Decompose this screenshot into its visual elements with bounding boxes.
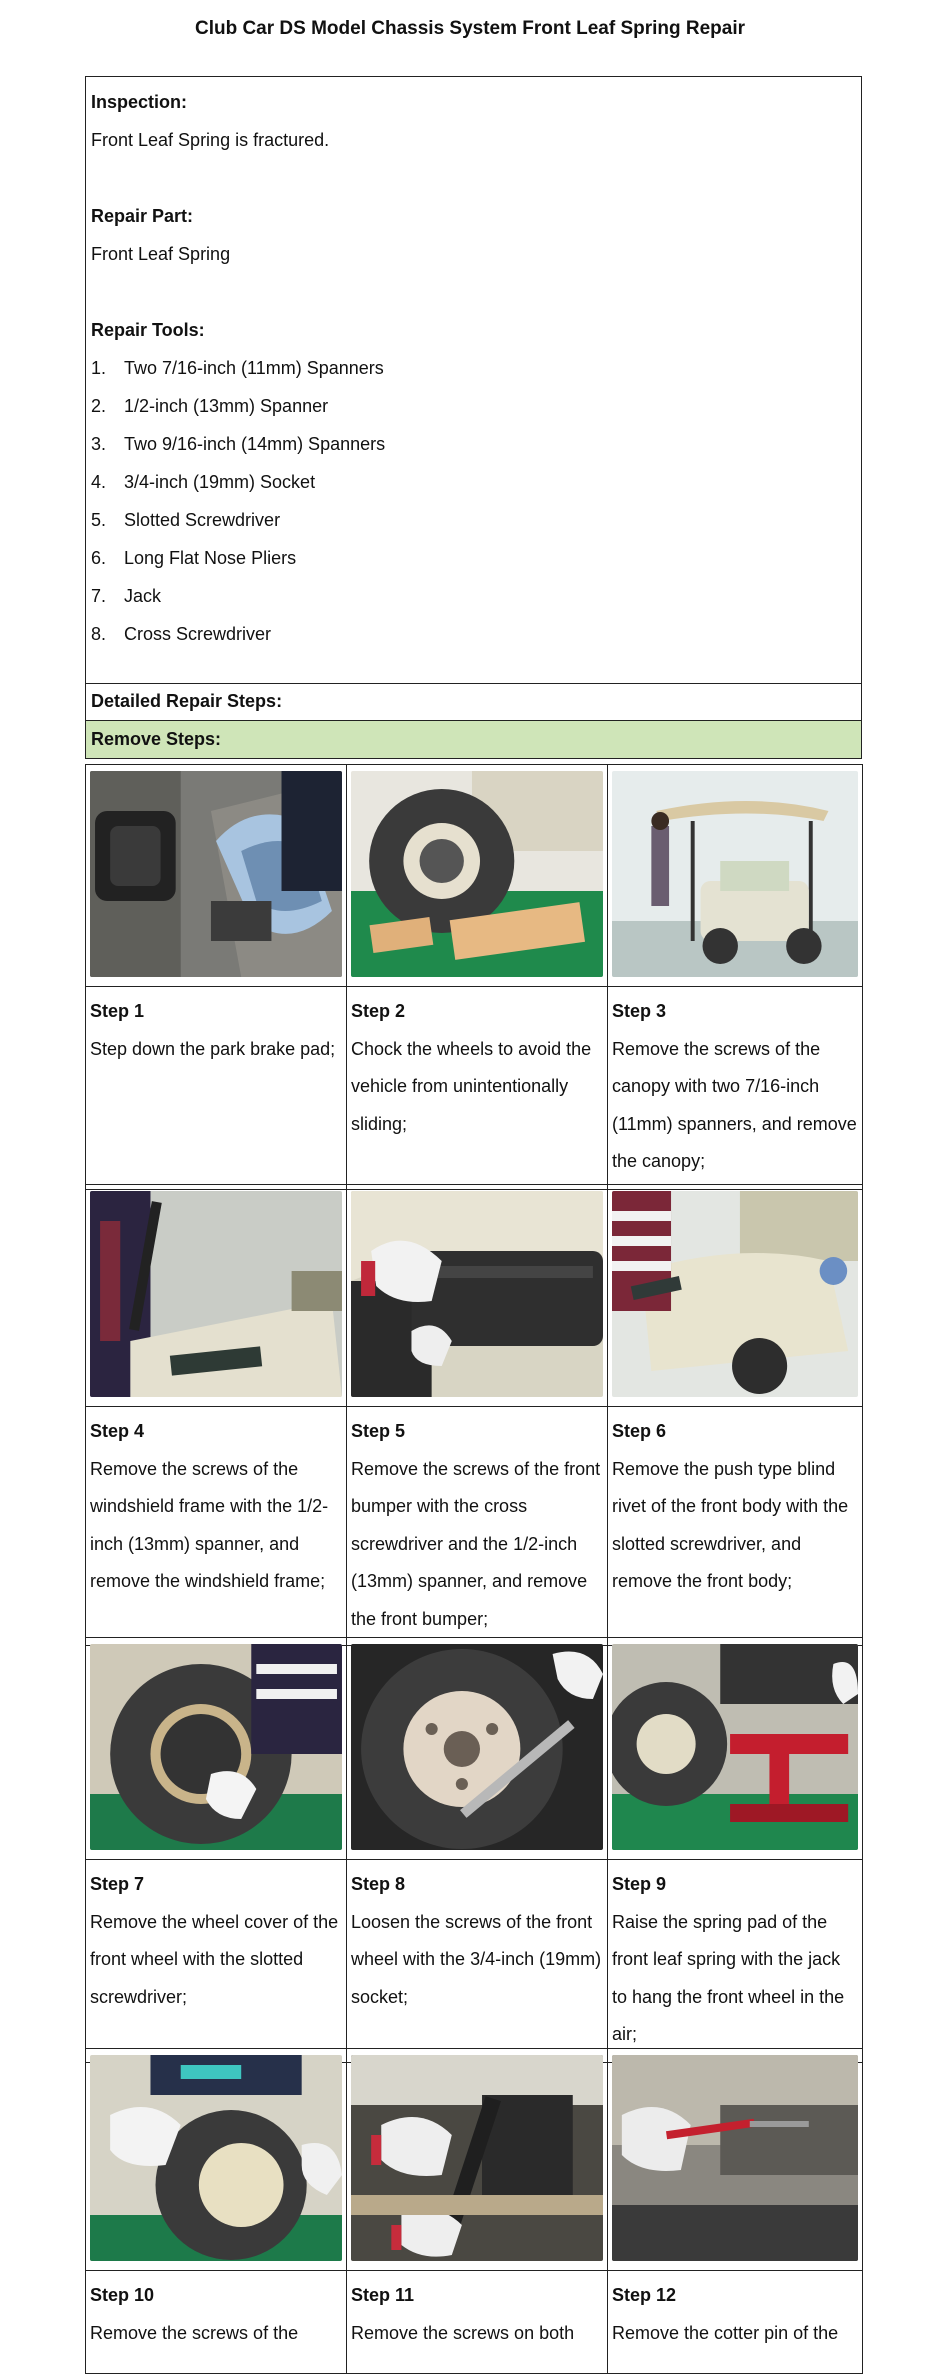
list-item: 4. 3/4-inch (19mm) Socket <box>91 472 316 492</box>
step-text-cell <box>347 1860 608 2063</box>
jack-raise-photo <box>612 1644 858 1850</box>
brake-pedal-photo <box>90 771 342 977</box>
step-description: Remove the screws of the windshield frame with the 1/2-inch (13mm) spanner, and remove the windshield frame; <box>90 1458 329 1591</box>
shock-absorber-photo <box>351 2055 603 2261</box>
step-text-cell <box>86 2271 347 2374</box>
step-image-cell <box>347 765 608 987</box>
step-text-cell <box>86 1860 347 2063</box>
steps-table-1 <box>85 764 863 1190</box>
step-description: Remove the screws of the canopy with two 7/16-inch (11mm) spanners, and remove the canopy; <box>612 1038 857 1171</box>
step-title: Step 12 <box>612 2285 677 2305</box>
step-text-cell <box>86 987 347 1190</box>
step-description: Remove the wheel cover of the front wheel with the slotted screwdriver; <box>90 1911 339 2007</box>
step-title: Step 10 <box>90 2285 155 2305</box>
steps-table-2 <box>85 1184 863 1646</box>
step-description: Remove the cotter pin of the <box>612 2322 839 2343</box>
cotter-pin-photo <box>612 2055 858 2261</box>
step-title: Step 7 <box>90 1874 145 1894</box>
step-title: Step 6 <box>612 1421 667 1441</box>
step-text-cell <box>347 1407 608 1646</box>
step-description: Remove the screws on both <box>351 2322 575 2343</box>
repair-part-heading: Repair Part: <box>91 206 194 226</box>
page-title: Club Car DS Model Chassis System Front Leaf Spring Repair <box>194 18 746 39</box>
step-text-cell <box>608 1407 863 1646</box>
step-title: Step 8 <box>351 1874 406 1894</box>
detailed-steps-heading: Detailed Repair Steps: <box>85 683 862 721</box>
canopy-removal-photo <box>612 771 858 977</box>
step-title: Step 1 <box>90 1001 145 1021</box>
repair-tools-heading: Repair Tools: <box>91 320 205 340</box>
step-title: Step 3 <box>612 1001 667 1021</box>
step-text-cell <box>608 2271 863 2374</box>
wheel-chock-photo <box>351 771 603 977</box>
step-image-cell <box>347 2049 608 2271</box>
front-body-photo <box>612 1191 858 1397</box>
step-image-cell <box>608 1185 863 1407</box>
wheel-screws-photo <box>351 1644 603 1850</box>
step-title: Step 2 <box>351 1001 406 1021</box>
step-image-cell <box>86 1185 347 1407</box>
repair-tools-list <box>91 349 856 653</box>
step-text-cell <box>347 2271 608 2374</box>
list-item: 7. Jack <box>91 586 162 606</box>
step-description: Step down the park brake pad; <box>90 1038 336 1059</box>
step-text-cell <box>608 1860 863 2063</box>
step-title: Step 9 <box>612 1874 667 1894</box>
step-title: Step 11 <box>351 2285 415 2305</box>
windshield-frame-photo <box>90 1191 342 1397</box>
step-image-cell <box>86 2049 347 2271</box>
list-item: 5. Slotted Screwdriver <box>91 510 281 530</box>
step-title: Step 4 <box>90 1421 145 1441</box>
step-image-cell <box>347 1638 608 1860</box>
inspection-text: Front Leaf Spring is fractured. <box>91 130 330 150</box>
list-item: 3. Two 9/16-inch (14mm) Spanners <box>91 434 386 454</box>
step-image-cell <box>86 765 347 987</box>
step-image-cell <box>608 765 863 987</box>
list-item: 6. Long Flat Nose Pliers <box>91 548 297 568</box>
inspection-heading: Inspection: <box>91 92 188 112</box>
step-image-cell <box>86 1638 347 1860</box>
step-description: Raise the spring pad of the front leaf spring with the jack to hang the front wheel in the air; <box>612 1911 845 2044</box>
repair-part-text: Front Leaf Spring <box>91 244 231 264</box>
step-description: Loosen the screws of the front wheel with the 3/4-inch (19mm) socket; <box>351 1911 602 2007</box>
step-image-cell <box>608 2049 863 2271</box>
step-image-cell <box>608 1638 863 1860</box>
step-text-cell <box>347 987 608 1190</box>
list-item: 8. Cross Screwdriver <box>91 624 272 644</box>
wheel-cover-photo <box>90 1644 342 1850</box>
steps-table-3 <box>85 1637 863 2063</box>
wheel-removal-photo <box>90 2055 342 2261</box>
info-panel <box>85 76 862 684</box>
step-text-cell <box>608 987 863 1190</box>
step-text-cell <box>86 1407 347 1646</box>
steps-table-4 <box>85 2048 863 2374</box>
list-item: 1. Two 7/16-inch (11mm) Spanners <box>91 358 384 378</box>
front-bumper-photo <box>351 1191 603 1397</box>
step-description: Remove the screws of the front bumper with the cross screwdriver and the 1/2-inch (13mm) spanner, and remove the front bumper; <box>351 1458 601 1629</box>
step-image-cell <box>347 1185 608 1407</box>
step-description: Remove the screws of the <box>90 2322 299 2343</box>
remove-steps-heading: Remove Steps: <box>85 721 862 759</box>
step-title: Step 5 <box>351 1421 406 1441</box>
step-description: Chock the wheels to avoid the vehicle from unintentionally sliding; <box>351 1038 592 1134</box>
step-description: Remove the push type blind rivet of the front body with the slotted screwdriver, and remove the front body; <box>612 1458 849 1591</box>
list-item: 2. 1/2-inch (13mm) Spanner <box>91 396 329 416</box>
